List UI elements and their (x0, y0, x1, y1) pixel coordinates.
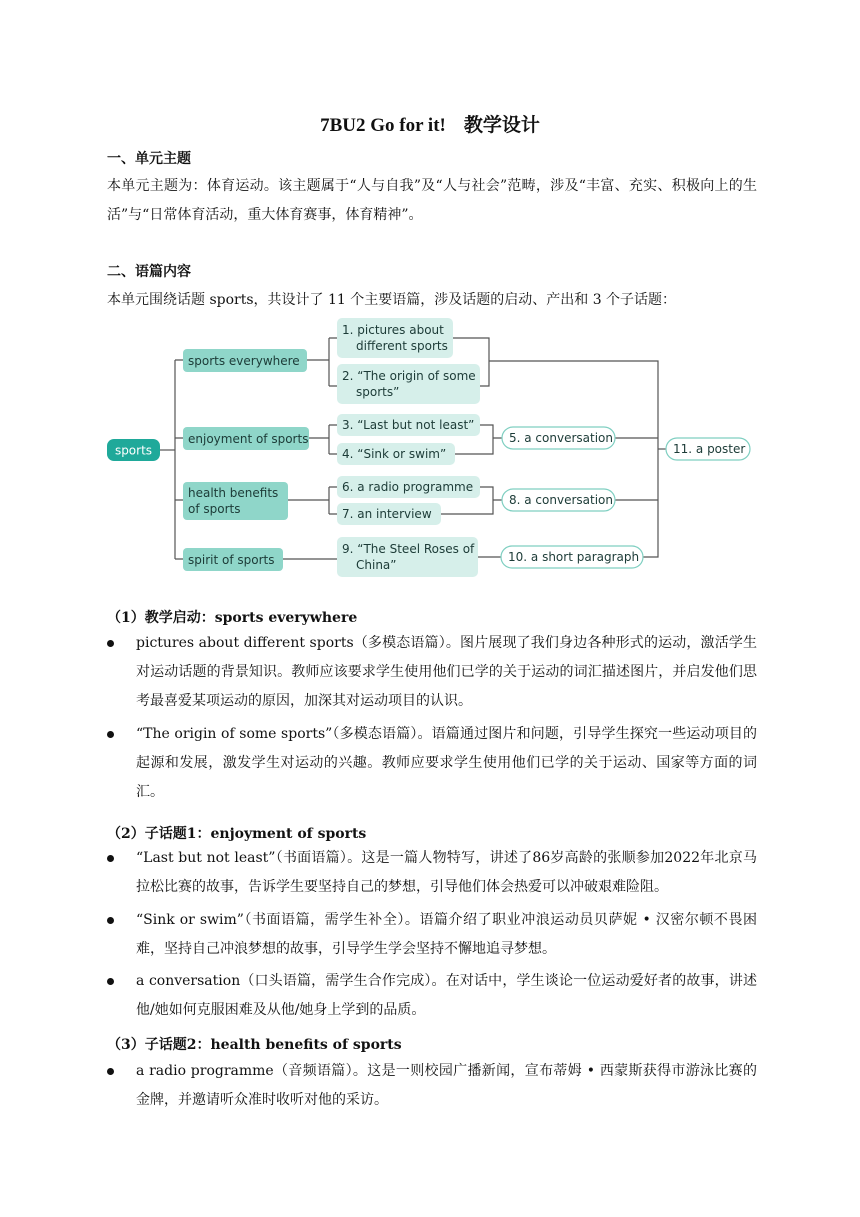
text-label-2a: 2. “The origin of some (342, 369, 476, 383)
bullet-icon (107, 640, 114, 647)
text-label-4: 4. “Sink or swim” (342, 447, 447, 461)
list-item-text: a radio programme（音频语篇）。这是一则校园广播新闻，宣布蒂姆 • 西蒙斯获得市游泳比赛的金牌，并邀请听众准时收听对他的采访。 (136, 1063, 757, 1108)
text-label-1a: 1. pictures about (342, 323, 444, 337)
topic-label-4: spirit of sports (188, 553, 275, 567)
topic-label-3b: of sports (188, 502, 241, 516)
list-item-text: “Last but not least”（书面语篇）。这是一篇人物特写，讲述了86岁高龄的张顺参加2022年北京马拉松比赛的故事，告诉学生要坚持自己的梦想，引导他们体会热爱可以冲破艰难险阻。 (136, 850, 757, 895)
section1-body: 本单元主题为：体育运动。该主题属于“人与自我”及“人与社会”范畴，涉及“丰富、充实、积极向上的生活”与“日常体育活动，重大体育赛事，体育精神”。 (107, 178, 757, 223)
text-label-7: 7. an interview (342, 507, 432, 521)
topic-label-3a: health benefits (188, 486, 279, 500)
list-item (107, 844, 757, 902)
list-item (107, 967, 757, 1025)
bullet-icon (107, 978, 114, 985)
text-label-11: 11. a poster (673, 442, 746, 456)
list-item-text: pictures about different sports（多模态语篇）。图片展现了我们身边各种形式的运动，激活学生对运动话题的背景知识。教师应该要求学生使用他们已学的关于运动的词汇描述图片，并启发他们思考最喜爱某项运动的原因，加深其对运动项目的认识。 (136, 635, 757, 709)
text-label-3: 3. “Last but not least” (342, 418, 475, 432)
bullet-icon (107, 855, 114, 862)
text-label-9b: China” (356, 558, 397, 572)
title-suffix: 教学设计 (463, 115, 540, 136)
bullet-icon (107, 1068, 114, 1075)
text-label-5: 5. a conversation (509, 431, 613, 445)
part3-heading: （3）子话题2：health benefits of sports (107, 1037, 402, 1053)
section1-heading: 一、单元主题 (107, 151, 191, 167)
text-label-8: 8. a conversation (509, 493, 613, 507)
list-item (107, 629, 757, 716)
list-item (107, 720, 757, 807)
list-item-text: a conversation（口头语篇，需学生合作完成）。在对话中，学生谈论一位运动爱好者的故事，讲述他/她如何克服困难及从他/她身上学到的品质。 (136, 973, 757, 1018)
text-label-1b: different sports (356, 339, 448, 353)
topic-label-2: enjoyment of sports (188, 432, 309, 446)
section2-body: 本单元围绕话题 sports，共设计了 11 个主要语篇，涉及话题的启动、产出和 3 个子话题： (107, 292, 677, 308)
part2-heading: （2）子话题1：enjoyment of sports (107, 826, 367, 842)
title-main: 7BU2 Go for it! (320, 115, 446, 136)
text-label-9a: 9. “The Steel Roses of (342, 542, 475, 556)
list-item-text: “Sink or swim”（书面语篇，需学生补全）。语篇介绍了职业冲浪运动员贝萨妮 • 汉密尔顿不畏困难，坚持自己冲浪梦想的故事，引导学生学会坚持不懈地追寻梦想。 (136, 912, 757, 957)
list-item-text: “The origin of some sports”（多模态语篇）。语篇通过图片和问题，引导学生探究一些运动项目的起源和发展，激发学生对运动的兴趣。教师应要求学生使用他们已学的关于运动、国家等方面的词汇。 (136, 726, 757, 800)
bullet-icon (107, 917, 114, 924)
section2-heading: 二、语篇内容 (107, 264, 191, 280)
topic-diagram (0, 0, 860, 600)
root-label: sports (114, 443, 153, 458)
list-item (107, 1057, 757, 1115)
bullet-icon (107, 731, 114, 738)
text-label-6: 6. a radio programme (342, 480, 474, 494)
part1-heading: （1）教学启动：sports everywhere (107, 610, 358, 626)
topic-label-1: sports everywhere (188, 354, 300, 368)
text-label-2b: sports” (356, 385, 400, 399)
text-label-10: 10. a short paragraph (508, 550, 640, 564)
list-item (107, 906, 757, 964)
